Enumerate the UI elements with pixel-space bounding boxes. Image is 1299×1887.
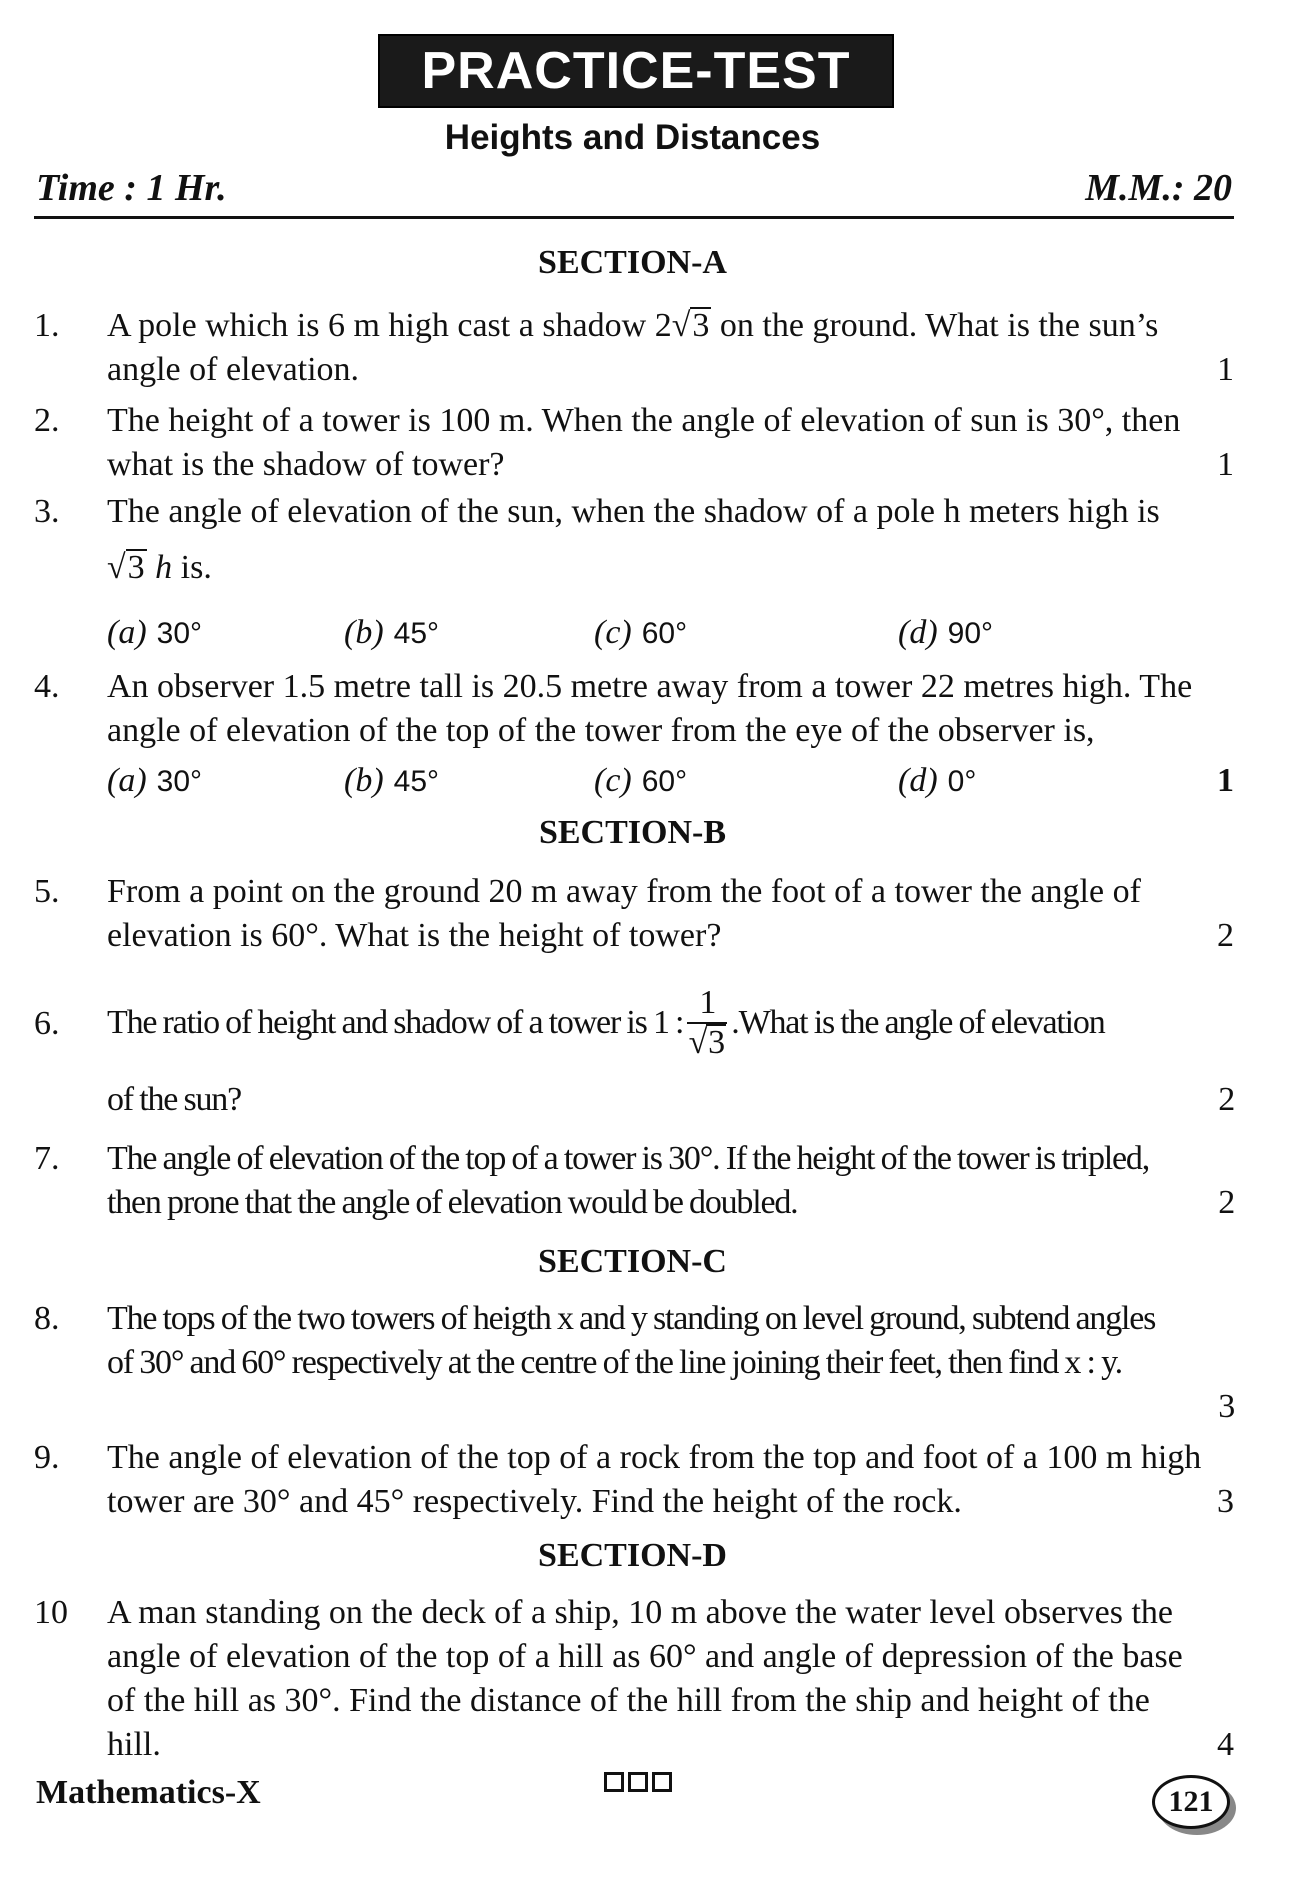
question-3 [34,490,1234,590]
question-2 [34,399,1234,487]
marks-value: 2 [1218,1184,1234,1221]
question-text: A man standing on the deck of a ship, 10 m above the water level observes the [107,1594,1173,1631]
page-number: 121 [1168,1785,1214,1818]
question-number: 9. [34,1439,60,1476]
question-text: tower are 30° and 45° respectively. Find the height of the rock. [107,1483,962,1520]
question-text: angle of elevation. [107,351,360,388]
marks-value: 3 [1217,1483,1234,1520]
sqrt-symbol: √3 [671,307,710,344]
section-d-heading: SECTION-D [538,1537,727,1574]
question-text: of 30° and 60° respectively at the centre of the line joining their feet, then find x : y. [107,1344,1122,1381]
question-1 [34,304,1234,392]
question-text: what is the shadow of tower? [107,446,505,483]
section-a-heading: SECTION-A [538,244,727,281]
fraction-one-over-root-three: $\frac{1}{√3}$ [687,984,727,1062]
question-text: The tops of the two towers of heigth x and y standing on level ground, subtend angles [107,1300,1156,1337]
question-text: The height of a tower is 100 m. When the angle of elevation of sun is 30°, then [107,402,1181,439]
question-text: then prone that the angle of elevation would be doubled. [107,1184,798,1221]
question-text: The angle of elevation of the top of a rock from the top and foot of a 100 m high [107,1439,1202,1476]
question-text: of the sun? [107,1081,241,1118]
option-b[interactable]: (b) 45° [344,762,440,799]
question-number: 7. [34,1140,60,1177]
question-9 [34,1436,1234,1524]
marks-value: 1 [1217,762,1234,799]
question-text: An observer 1.5 metre tall is 20.5 metre away from a tower 22 metres high. The [107,668,1193,705]
question-number: 8. [34,1300,60,1337]
section-b-heading: SECTION-B [538,814,727,851]
option-d[interactable]: (d) 0° [898,762,977,799]
page-number-badge [1152,1775,1230,1829]
question-number: 6. [34,1005,60,1042]
question-number: 4. [34,668,60,705]
marks-value: 2 [1218,1081,1234,1118]
marks-value: 3 [1218,1388,1234,1425]
question-4 [34,665,1234,753]
question-text: The ratio of height and shadow of a tower is 1 : [107,1004,684,1041]
question-number: 10 [34,1594,68,1631]
question-text: The angle of elevation of the sun, when the shadow of a pole h meters high is [107,493,1160,530]
marks-value: 2 [1217,917,1234,954]
question-text: A pole which is 6 m high cast a shadow 2 [107,307,672,344]
radicand: 3 [692,307,710,344]
question-text: elevation is 60°. What is the height of tower? [107,917,722,954]
option-b[interactable]: (b) 45° [344,614,440,651]
marks-value: 1 [1217,446,1234,483]
question-number: 1. [34,307,60,344]
question-number: 5. [34,873,60,910]
question-number: 2. [34,402,60,439]
question-text: From a point on the ground 20 m away from the foot of a tower the angle of [107,873,1141,910]
section-c-heading: SECTION-C [538,1243,727,1280]
question-10 [34,1591,1234,1767]
question-text: of the hill as 30°. Find the distance of the hill from the ship and height of the [107,1682,1150,1719]
title-banner [378,34,894,108]
fraction-numerator: 1 [699,984,716,1021]
option-c[interactable]: (c) 60° [594,614,688,651]
question-text: on the ground. What is the sun’s [711,307,1159,344]
option-a[interactable]: (a) 30° [107,762,203,799]
question-text: angle of elevation of the top of the tower from the eye of the observer is, [107,712,1095,749]
end-marker-icon [604,1772,672,1792]
variable-h: h [155,549,173,586]
meta-row [36,166,1232,210]
question-8 [34,1297,1234,1427]
marks-value: 4 [1217,1726,1234,1763]
page-title: PRACTICE-TEST [421,42,851,100]
question-7 [34,1137,1234,1225]
question-text: hill. [107,1726,161,1763]
question-text: .What is the angle of elevation [731,1004,1105,1041]
question-text: is. [172,549,212,586]
question-4-options [107,762,1234,806]
option-c[interactable]: (c) 60° [594,762,688,799]
time-label: Time : 1 Hr. [36,167,227,209]
sqrt-symbol: √3 [107,549,145,586]
question-text: angle of elevation of the top of a hill as 60° and angle of depression of the base [107,1638,1183,1675]
radicand: 3 [127,549,145,586]
radicand: 3 [708,1024,724,1061]
chapter-subtitle: Heights and Distances [444,118,821,157]
question-5 [34,870,1234,958]
marks-value: 1 [1217,351,1234,388]
max-marks-label: M.M.: 20 [1085,167,1232,209]
question-3-options [107,614,1234,658]
question-6 [34,984,1234,1134]
option-a[interactable]: (a) 30° [107,614,203,651]
header-divider [34,216,1234,219]
subject-label: Mathematics-X [36,1774,261,1811]
question-number: 3. [34,493,60,530]
option-d[interactable]: (d) 90° [898,614,994,651]
question-text: The angle of elevation of the top of a tower is 30°. If the height of the tower is tripled, [107,1140,1149,1177]
